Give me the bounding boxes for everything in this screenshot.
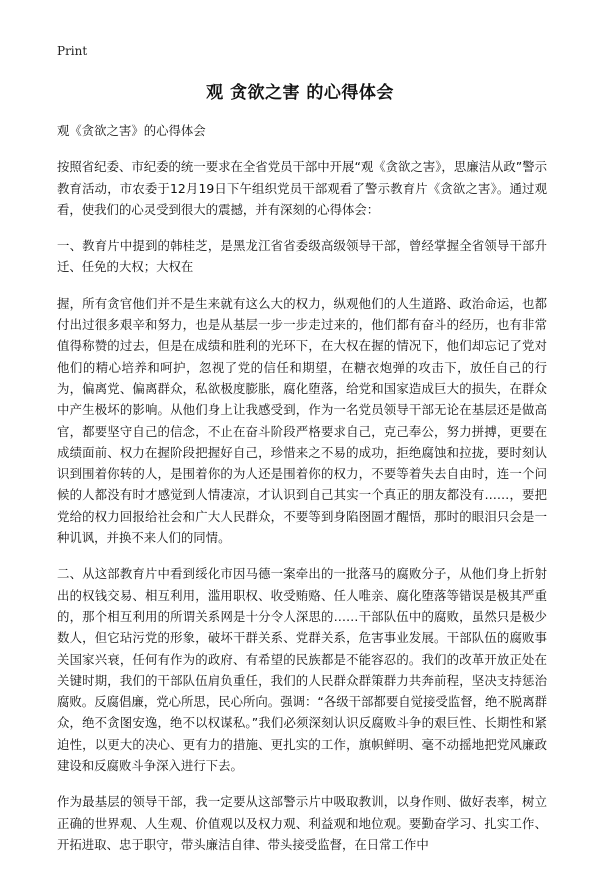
paragraph-intro: 按照省纪委、市纪委的统一要求在全省党员干部中开展“观《贪欲之害》，思廉洁从政”警示教育活动，市农委于12月19日下午组织党员干部观看了警示教育片《贪欲之害》。通过观看，使我们的心灵受到很大的震撼，并有深刻的心得体会：	[57, 159, 547, 217]
document-body	[57, 120, 547, 870]
paragraph-section-one-body: 握，所有贪官他们并不是生来就有这么大的权力，纵观他们的人生道路、政治命运，也都付出过很多艰辛和努力，也是从基层一步一步走过来的，他们都有奋斗的经历，也有非常值得称赞的过去，但是在成绩和胜利的光环下，在大权在握的情况下，他们却忘记了党对他们的精心培养和呵护，忽视了党的信任和期望，在糖衣炮弹的攻击下，放任自己的行为，偏离党、偏离群众，私欲极度膨胀，腐化堕落，给党和国家造成巨大的损失，在群众中产生极坏的影响。从他们身上让我感受到，作为一名党员领导干部无论在基层还是做高官，都要坚守自己的信念，不止在奋斗阶段严格要求自己，克己奉公，努力拼搏，更要在成绩面前、权力在握阶段把握好自己，珍惜来之不易的成功，拒绝腐蚀和拉拢，要时刻认识到围着你转的人，是围着你的为人还是围着你的权力，不要等着失去自由时，连一个问候的人都没有时才感觉到人情凄凉，才认识到自己其实一个真正的朋友都没有……，要把党给的权力回报给社会和广大人民群众，不要等到身陷囹圄才醒悟，那时的眼泪只会是一种讥讽，并换不来人们的同情。	[57, 295, 547, 546]
paragraph-section-two: 二、从这部教育片中看到绥化市因马德一案牵出的一批落马的腐败分子，从他们身上折射出的权钱交易、相互利用，滥用职权、收受贿赂、任人唯亲、腐化堕落等错误是极其严重的，那个相互利用的所谓关系网是十分令人深思的……干部队伍中的腐败，虽然只是极少数人，但它玷污党的形象，破坏干群关系、党群关系，危害事业发展。干部队伍的腐败事关国家兴衰，任何有作为的政府、有希望的民族都是不能容忍的。我们的改革开放正处在关键时期，我们的干部队伍肩负重任，我们的人民群众群策群力共奔前程，坚决支持惩治腐败。反腐倡廉，党心所思，民心所向。强调：“各级干部都要自觉接受监督，绝不脱离群众，绝不贪图安逸，绝不以权谋私。”我们必须深刻认识反腐败斗争的艰巨性、长期性和紧迫性，以更大的决心、更有力的措施、更扎实的工作，旗帜鲜明、毫不动摇地把党风廉政建设和反腐败斗争深入进行下去。	[57, 566, 547, 774]
print-link[interactable]: Print	[57, 44, 88, 58]
paragraph-conclusion: 作为最基层的领导干部，我一定要从这部警示片中吸取教训，以身作则、做好表率，树立正确的世界观、人生观、价值观以及权力观、利益观和地位观。要勤奋学习、扎实工作、开拓进取、忠于职守，带头廉洁自律、带头接受监督，在日常工作中	[57, 794, 547, 852]
paragraph-section-one-lead: 一、教育片中提到的韩桂芝，是黑龙江省省委级高级领导干部，曾经掌握全省领导干部升迁、任免的大权；大权在	[57, 238, 547, 275]
document-title: 观 贪欲之害 的心得体会	[206, 83, 394, 103]
document-subtitle: 观《贪欲之害》的心得体会	[57, 123, 206, 138]
